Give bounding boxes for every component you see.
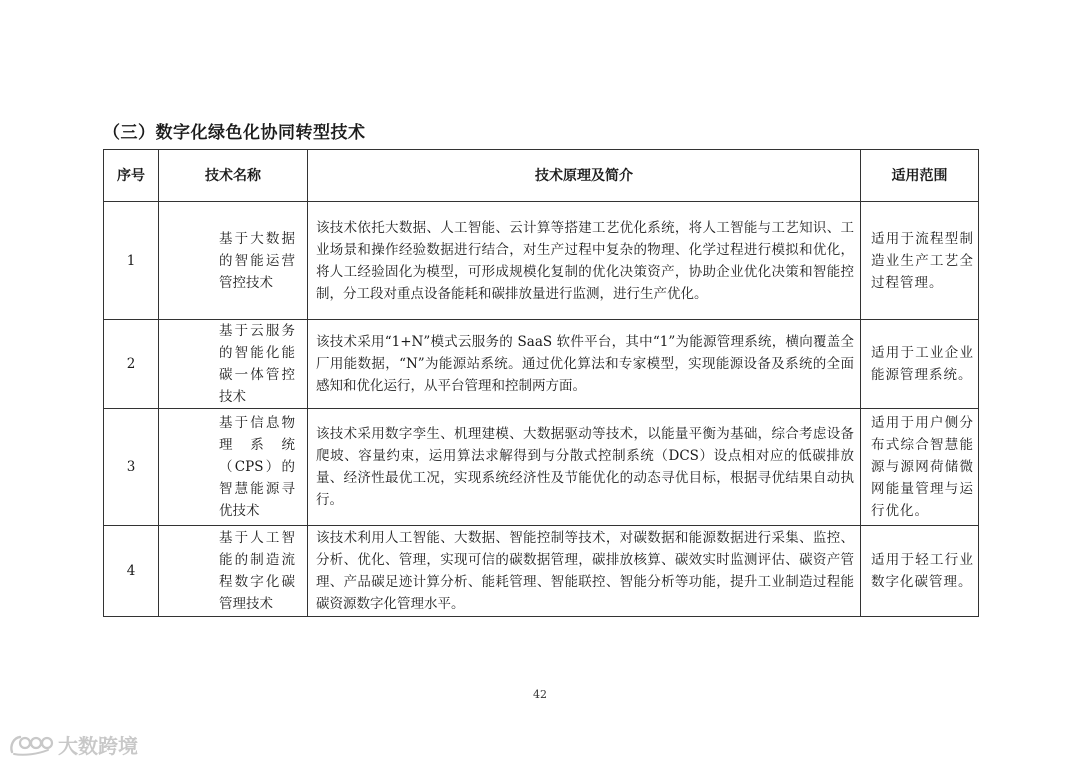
table-row — [104, 320, 979, 409]
row-index: 1 — [104, 202, 159, 320]
table-header-row — [104, 150, 979, 202]
table-row — [104, 202, 979, 320]
row-index: 2 — [104, 320, 159, 409]
tech-name: 基于云服务的智能化能碳一体管控技术 — [159, 320, 308, 409]
tech-description: 该技术利用人工智能、大数据、智能控制等技术，对碳数据和能源数据进行采集、监控、分析、优化、管理，实现可信的碳数据管理，碳排放核算、碳效实时监测评估、碳资产管理、产品碳足迹计算分析、能耗管理、智能联控、智能分析等功能，提升工业制造过程能碳资源数字化管理水平。 — [308, 526, 861, 617]
tech-scope: 适用于工业企业能源管理系统。 — [861, 320, 979, 409]
header-tech-name: 技术名称 — [159, 150, 308, 202]
watermark — [8, 730, 138, 759]
tech-scope: 适用于轻工行业数字化碳管理。 — [861, 526, 979, 617]
table-row — [104, 526, 979, 617]
tech-description: 该技术依托大数据、人工智能、云计算等搭建工艺优化系统，将人工智能与工艺知识、工业场景和操作经验数据进行结合，对生产过程中复杂的物理、化学过程进行模拟和优化，将人工经验固化为模型，可形成规模化复制的优化决策资产，协助企业优化决策和智能控制，分工段对重点设备能耗和碳排放量进行监测，进行生产优化。 — [308, 202, 861, 320]
row-index: 3 — [104, 409, 159, 526]
brand-logo-icon — [8, 732, 54, 758]
tech-scope: 适用于用户侧分布式综合智慧能源与源网荷储微网能量管理与运行优化。 — [861, 409, 979, 526]
tech-description: 该技术采用“1+N”模式云服务的 SaaS 软件平台，其中“1”为能源管理系统，横向覆盖全厂用能数据，“N”为能源站系统。通过优化算法和专家模型，实现能源设备及系统的全面感知和优化运行，从平台管理和控制两方面。 — [308, 320, 861, 409]
tech-name: 基于信息物理系统（CPS）的智慧能源寻优技术 — [159, 409, 308, 526]
header-principle: 技术原理及简介 — [308, 150, 861, 202]
table-row — [104, 409, 979, 526]
tech-scope: 适用于流程型制造业生产工艺全过程管理。 — [861, 202, 979, 320]
header-scope: 适用范围 — [861, 150, 979, 202]
watermark-text: 大数跨境 — [58, 734, 138, 758]
tech-name: 基于大数据的智能运营管控技术 — [159, 202, 308, 320]
row-index: 4 — [104, 526, 159, 617]
page-number: 42 — [533, 688, 547, 701]
tech-name: 基于人工智能的制造流程数字化碳管理技术 — [159, 526, 308, 617]
header-index: 序号 — [104, 150, 159, 202]
technology-table — [103, 149, 979, 617]
section-title: （三）数字化绿色化协同转型技术 — [103, 123, 366, 143]
tech-description: 该技术采用数字孪生、机理建模、大数据驱动等技术，以能量平衡为基础，综合考虑设备爬坡、容量约束，运用算法求解得到与分散式控制系统（DCS）设点相对应的低碳排放量、经济性最优工况，实现系统经济性及节能优化的动态寻优目标，根据寻优结果自动执行。 — [308, 409, 861, 526]
